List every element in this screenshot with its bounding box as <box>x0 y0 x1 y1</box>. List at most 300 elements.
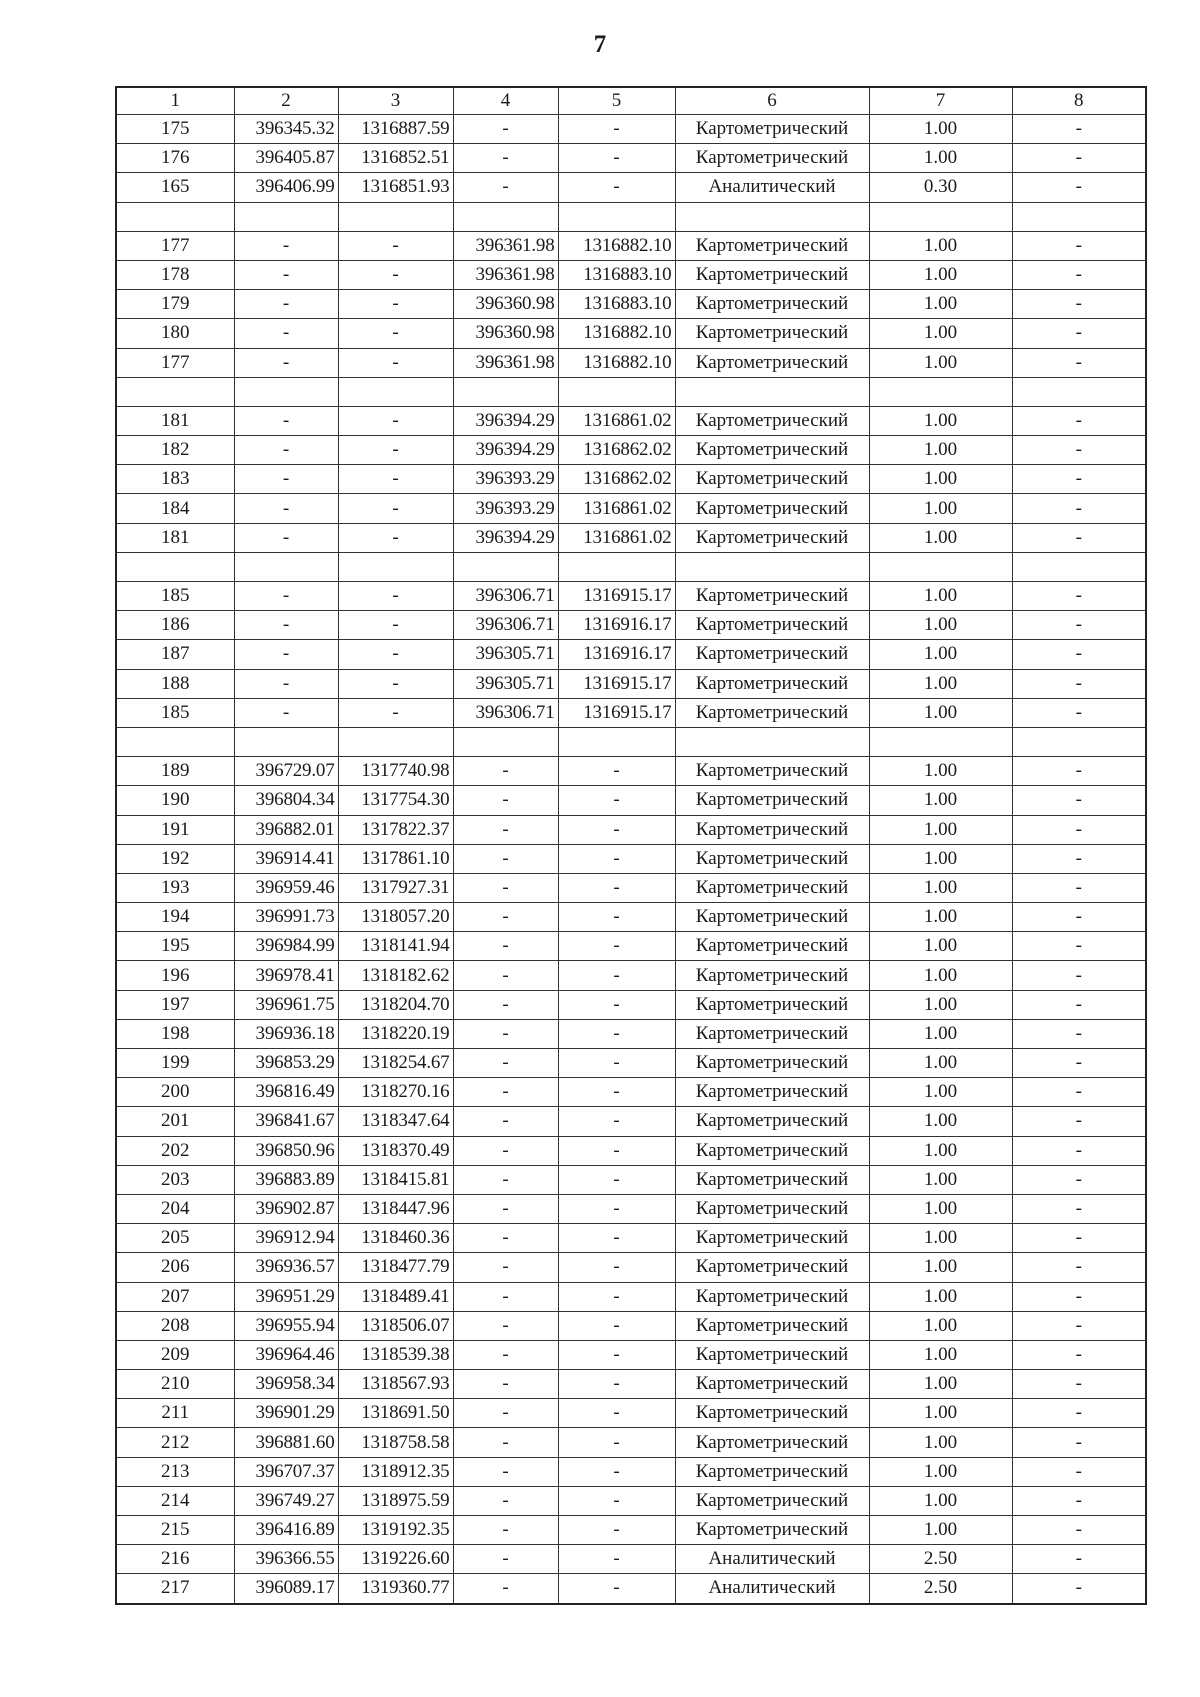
cell-method <box>675 727 869 756</box>
cell-y-new: - <box>558 144 675 173</box>
cell-note: - <box>1012 1253 1146 1282</box>
cell-method: Картометрический <box>675 290 869 319</box>
column-header-note: 8 <box>1012 87 1146 115</box>
cell-method: Картометрический <box>675 1019 869 1048</box>
cell-y-existing: 1318347.64 <box>338 1107 453 1136</box>
cell-y-existing: - <box>338 260 453 289</box>
cell-x-new: - <box>453 932 558 961</box>
cell-note: - <box>1012 319 1146 348</box>
cell-x-new: 396393.29 <box>453 494 558 523</box>
cell-x-new: 396361.98 <box>453 348 558 377</box>
cell-y-existing: 1317740.98 <box>338 757 453 786</box>
cell-x-existing: 396405.87 <box>234 144 338 173</box>
cell-x-new: 396361.98 <box>453 260 558 289</box>
cell-y-new: - <box>558 1574 675 1604</box>
cell-method: Аналитический <box>675 1545 869 1574</box>
table-row <box>116 1194 1146 1223</box>
cell-note: - <box>1012 961 1146 990</box>
cell-point-number: 203 <box>116 1165 234 1194</box>
cell-x-existing: - <box>234 698 338 727</box>
cell-note: - <box>1012 523 1146 552</box>
cell-point-number <box>116 727 234 756</box>
cell-point-number: 190 <box>116 786 234 815</box>
cell-y-new <box>558 727 675 756</box>
cell-x-existing: 396964.46 <box>234 1340 338 1369</box>
cell-x-existing: 396951.29 <box>234 1282 338 1311</box>
cell-y-new: 1316915.17 <box>558 582 675 611</box>
cell-x-existing: 396816.49 <box>234 1078 338 1107</box>
cell-accuracy: 1.00 <box>869 1165 1012 1194</box>
cell-point-number: 165 <box>116 173 234 202</box>
cell-point-number: 214 <box>116 1486 234 1515</box>
table-row <box>116 494 1146 523</box>
cell-method: Картометрический <box>675 1428 869 1457</box>
cell-x-existing: 396089.17 <box>234 1574 338 1604</box>
cell-x-new: 396394.29 <box>453 523 558 552</box>
cell-note: - <box>1012 1370 1146 1399</box>
cell-method: Картометрический <box>675 1282 869 1311</box>
cell-accuracy: 1.00 <box>869 961 1012 990</box>
cell-x-new: - <box>453 1428 558 1457</box>
cell-accuracy: 1.00 <box>869 319 1012 348</box>
cell-point-number: 185 <box>116 582 234 611</box>
cell-method: Картометрический <box>675 815 869 844</box>
table-row <box>116 932 1146 961</box>
cell-note: - <box>1012 757 1146 786</box>
cell-x-existing: 396902.87 <box>234 1194 338 1223</box>
cell-note: - <box>1012 1282 1146 1311</box>
cell-method: Картометрический <box>675 1253 869 1282</box>
cell-note: - <box>1012 611 1146 640</box>
cell-accuracy: 1.00 <box>869 115 1012 144</box>
cell-note: - <box>1012 640 1146 669</box>
cell-x-new: 396360.98 <box>453 319 558 348</box>
cell-y-existing: 1318912.35 <box>338 1457 453 1486</box>
cell-note <box>1012 727 1146 756</box>
column-header-x-new: 4 <box>453 87 558 115</box>
cell-x-existing <box>234 377 338 406</box>
cell-point-number: 181 <box>116 523 234 552</box>
column-header-y-existing: 3 <box>338 87 453 115</box>
cell-method: Картометрический <box>675 990 869 1019</box>
cell-y-existing: - <box>338 494 453 523</box>
cell-x-existing: - <box>234 231 338 260</box>
cell-x-existing: 396729.07 <box>234 757 338 786</box>
cell-accuracy: 2.50 <box>869 1545 1012 1574</box>
cell-point-number: 180 <box>116 319 234 348</box>
cell-y-existing: 1317927.31 <box>338 873 453 902</box>
cell-note: - <box>1012 436 1146 465</box>
cell-y-new: 1316882.10 <box>558 319 675 348</box>
cell-note: - <box>1012 1311 1146 1340</box>
cell-y-new: - <box>558 1486 675 1515</box>
cell-y-existing: 1319360.77 <box>338 1574 453 1604</box>
cell-accuracy: 2.50 <box>869 1574 1012 1604</box>
cell-accuracy: 1.00 <box>869 1486 1012 1515</box>
cell-x-existing: 396707.37 <box>234 1457 338 1486</box>
cell-x-new: - <box>453 144 558 173</box>
cell-y-new: - <box>558 1516 675 1545</box>
cell-y-new: - <box>558 173 675 202</box>
cell-y-new: 1316882.10 <box>558 231 675 260</box>
cell-note: - <box>1012 815 1146 844</box>
cell-x-new: - <box>453 1574 558 1604</box>
cell-note: - <box>1012 582 1146 611</box>
cell-x-new <box>453 552 558 581</box>
cell-note: - <box>1012 1107 1146 1136</box>
cell-method: Картометрический <box>675 319 869 348</box>
table-row <box>116 1107 1146 1136</box>
cell-accuracy: 1.00 <box>869 757 1012 786</box>
table-body <box>116 87 1146 1604</box>
cell-accuracy: 1.00 <box>869 1224 1012 1253</box>
cell-point-number: 197 <box>116 990 234 1019</box>
cell-y-existing: 1318254.67 <box>338 1049 453 1078</box>
cell-accuracy: 1.00 <box>869 582 1012 611</box>
cell-x-existing: 396416.89 <box>234 1516 338 1545</box>
cell-y-new: - <box>558 1194 675 1223</box>
cell-note: - <box>1012 1428 1146 1457</box>
cell-y-new: 1316915.17 <box>558 669 675 698</box>
cell-y-new: 1316862.02 <box>558 436 675 465</box>
cell-accuracy: 1.00 <box>869 669 1012 698</box>
cell-y-new: - <box>558 1078 675 1107</box>
cell-point-number: 209 <box>116 1340 234 1369</box>
cell-y-existing: 1319226.60 <box>338 1545 453 1574</box>
cell-method: Картометрический <box>675 436 869 465</box>
cell-note: - <box>1012 844 1146 873</box>
cell-y-existing: 1318691.50 <box>338 1399 453 1428</box>
table-row <box>116 465 1146 494</box>
cell-method: Аналитический <box>675 1574 869 1604</box>
cell-y-existing: 1319192.35 <box>338 1516 453 1545</box>
cell-y-existing: 1318057.20 <box>338 903 453 932</box>
cell-y-existing: - <box>338 669 453 698</box>
cell-note: - <box>1012 348 1146 377</box>
cell-y-new: 1316916.17 <box>558 611 675 640</box>
cell-x-existing <box>234 552 338 581</box>
cell-accuracy: 1.00 <box>869 844 1012 873</box>
cell-note: - <box>1012 1574 1146 1604</box>
cell-accuracy: 1.00 <box>869 640 1012 669</box>
cell-accuracy: 1.00 <box>869 903 1012 932</box>
cell-point-number: 183 <box>116 465 234 494</box>
cell-x-new: 396361.98 <box>453 231 558 260</box>
cell-point-number: 194 <box>116 903 234 932</box>
cell-x-existing: 396853.29 <box>234 1049 338 1078</box>
table-row <box>116 844 1146 873</box>
cell-x-existing: 396901.29 <box>234 1399 338 1428</box>
cell-x-new: - <box>453 1399 558 1428</box>
cell-method: Картометрический <box>675 582 869 611</box>
cell-point-number: 192 <box>116 844 234 873</box>
cell-note: - <box>1012 115 1146 144</box>
coordinates-table <box>115 86 1147 1605</box>
cell-y-new: 1316882.10 <box>558 348 675 377</box>
cell-point-number: 193 <box>116 873 234 902</box>
cell-y-existing: 1318447.96 <box>338 1194 453 1223</box>
cell-y-existing: 1317754.30 <box>338 786 453 815</box>
cell-note: - <box>1012 1194 1146 1223</box>
cell-x-existing: 396955.94 <box>234 1311 338 1340</box>
table-separator-row <box>116 552 1146 581</box>
table-row <box>116 523 1146 552</box>
table-row <box>116 1428 1146 1457</box>
cell-point-number: 217 <box>116 1574 234 1604</box>
cell-point-number: 185 <box>116 698 234 727</box>
cell-note: - <box>1012 669 1146 698</box>
cell-y-existing: 1318477.79 <box>338 1253 453 1282</box>
table-header-row <box>116 87 1146 115</box>
cell-x-new: - <box>453 1253 558 1282</box>
cell-accuracy: 1.00 <box>869 406 1012 435</box>
cell-x-new: - <box>453 115 558 144</box>
cell-note: - <box>1012 1545 1146 1574</box>
table-row <box>116 640 1146 669</box>
cell-x-new: - <box>453 1311 558 1340</box>
cell-y-new: - <box>558 815 675 844</box>
cell-y-new: - <box>558 1049 675 1078</box>
cell-accuracy <box>869 202 1012 231</box>
cell-y-new: - <box>558 1282 675 1311</box>
cell-y-new: - <box>558 115 675 144</box>
table-row <box>116 873 1146 902</box>
cell-note: - <box>1012 1516 1146 1545</box>
cell-accuracy: 1.00 <box>869 494 1012 523</box>
cell-y-existing: 1318415.81 <box>338 1165 453 1194</box>
cell-y-new: - <box>558 1019 675 1048</box>
cell-method: Картометрический <box>675 873 869 902</box>
table-row <box>116 1253 1146 1282</box>
cell-y-existing: 1318220.19 <box>338 1019 453 1048</box>
cell-accuracy: 1.00 <box>869 1282 1012 1311</box>
cell-y-existing: 1317822.37 <box>338 815 453 844</box>
table-row <box>116 1399 1146 1428</box>
cell-y-new: 1316861.02 <box>558 523 675 552</box>
cell-accuracy: 1.00 <box>869 1457 1012 1486</box>
cell-point-number: 213 <box>116 1457 234 1486</box>
cell-accuracy: 1.00 <box>869 990 1012 1019</box>
cell-x-new: 396305.71 <box>453 669 558 698</box>
cell-accuracy: 1.00 <box>869 1370 1012 1399</box>
cell-x-new: - <box>453 786 558 815</box>
cell-x-new: - <box>453 961 558 990</box>
cell-y-new: 1316861.02 <box>558 406 675 435</box>
table-row <box>116 786 1146 815</box>
cell-note: - <box>1012 1019 1146 1048</box>
cell-y-new: - <box>558 1165 675 1194</box>
cell-method: Картометрический <box>675 844 869 873</box>
cell-x-new: - <box>453 903 558 932</box>
cell-accuracy: 1.00 <box>869 523 1012 552</box>
table-row <box>116 406 1146 435</box>
table-row <box>116 1078 1146 1107</box>
cell-method: Картометрический <box>675 1136 869 1165</box>
cell-x-new: 396394.29 <box>453 406 558 435</box>
cell-point-number: 216 <box>116 1545 234 1574</box>
cell-note: - <box>1012 932 1146 961</box>
cell-x-new: 396305.71 <box>453 640 558 669</box>
cell-accuracy: 1.00 <box>869 1136 1012 1165</box>
cell-method: Картометрический <box>675 1340 869 1369</box>
cell-note: - <box>1012 144 1146 173</box>
cell-method: Картометрический <box>675 1457 869 1486</box>
cell-x-new: - <box>453 173 558 202</box>
column-header-accuracy: 7 <box>869 87 1012 115</box>
cell-y-new: - <box>558 873 675 902</box>
cell-accuracy: 1.00 <box>869 1019 1012 1048</box>
cell-method: Картометрический <box>675 144 869 173</box>
cell-point-number: 177 <box>116 231 234 260</box>
cell-y-existing: - <box>338 698 453 727</box>
cell-point-number: 191 <box>116 815 234 844</box>
cell-y-existing: 1318460.36 <box>338 1224 453 1253</box>
cell-y-new: - <box>558 1107 675 1136</box>
table-row <box>116 144 1146 173</box>
cell-point-number: 200 <box>116 1078 234 1107</box>
cell-point-number: 177 <box>116 348 234 377</box>
table-row <box>116 669 1146 698</box>
table-row <box>116 436 1146 465</box>
cell-note: - <box>1012 1165 1146 1194</box>
cell-point-number: 215 <box>116 1516 234 1545</box>
cell-method: Картометрический <box>675 1370 869 1399</box>
cell-y-existing <box>338 727 453 756</box>
cell-x-existing: 396961.75 <box>234 990 338 1019</box>
cell-method: Аналитический <box>675 173 869 202</box>
table-row <box>116 815 1146 844</box>
cell-y-new: 1316883.10 <box>558 260 675 289</box>
cell-x-existing: - <box>234 611 338 640</box>
cell-y-new: - <box>558 932 675 961</box>
cell-y-existing: 1318182.62 <box>338 961 453 990</box>
cell-y-existing: - <box>338 611 453 640</box>
cell-method: Картометрический <box>675 1516 869 1545</box>
cell-x-new: - <box>453 1019 558 1048</box>
cell-point-number: 211 <box>116 1399 234 1428</box>
cell-method: Картометрический <box>675 757 869 786</box>
cell-point-number: 210 <box>116 1370 234 1399</box>
cell-x-existing: 396959.46 <box>234 873 338 902</box>
cell-point-number: 204 <box>116 1194 234 1223</box>
cell-x-new: - <box>453 1194 558 1223</box>
cell-accuracy: 1.00 <box>869 144 1012 173</box>
cell-x-existing: 396345.32 <box>234 115 338 144</box>
column-header-method: 6 <box>675 87 869 115</box>
table-row <box>116 1486 1146 1515</box>
cell-y-new: - <box>558 1253 675 1282</box>
cell-note <box>1012 202 1146 231</box>
cell-x-new: - <box>453 1486 558 1515</box>
table-row <box>116 1457 1146 1486</box>
cell-y-new: - <box>558 1370 675 1399</box>
table-row <box>116 1311 1146 1340</box>
cell-note: - <box>1012 231 1146 260</box>
cell-y-new: - <box>558 1428 675 1457</box>
cell-note: - <box>1012 873 1146 902</box>
cell-point-number: 179 <box>116 290 234 319</box>
cell-note <box>1012 552 1146 581</box>
cell-x-new <box>453 202 558 231</box>
cell-x-existing: 396958.34 <box>234 1370 338 1399</box>
cell-method: Картометрический <box>675 961 869 990</box>
cell-method: Картометрический <box>675 1165 869 1194</box>
cell-x-existing: - <box>234 640 338 669</box>
cell-y-existing: - <box>338 290 453 319</box>
cell-note: - <box>1012 1224 1146 1253</box>
cell-x-new <box>453 727 558 756</box>
cell-x-existing: - <box>234 669 338 698</box>
cell-y-existing: - <box>338 465 453 494</box>
cell-accuracy: 1.00 <box>869 1107 1012 1136</box>
cell-point-number: 181 <box>116 406 234 435</box>
table-row <box>116 611 1146 640</box>
cell-point-number <box>116 552 234 581</box>
cell-y-existing: 1316887.59 <box>338 115 453 144</box>
cell-x-existing: 396841.67 <box>234 1107 338 1136</box>
cell-x-new: 396306.71 <box>453 611 558 640</box>
table-row <box>116 173 1146 202</box>
cell-point-number: 207 <box>116 1282 234 1311</box>
cell-method <box>675 552 869 581</box>
cell-accuracy: 1.00 <box>869 1049 1012 1078</box>
cell-y-new: 1316883.10 <box>558 290 675 319</box>
cell-method: Картометрический <box>675 348 869 377</box>
table-row <box>116 1049 1146 1078</box>
cell-y-new <box>558 202 675 231</box>
cell-x-new: - <box>453 990 558 1019</box>
cell-note: - <box>1012 1078 1146 1107</box>
cell-y-existing: 1318506.07 <box>338 1311 453 1340</box>
cell-accuracy: 1.00 <box>869 1253 1012 1282</box>
cell-accuracy: 1.00 <box>869 348 1012 377</box>
cell-x-new: - <box>453 1078 558 1107</box>
table-row <box>116 961 1146 990</box>
cell-note: - <box>1012 1136 1146 1165</box>
cell-accuracy <box>869 377 1012 406</box>
cell-accuracy: 1.00 <box>869 260 1012 289</box>
cell-x-new: - <box>453 844 558 873</box>
table-row <box>116 903 1146 932</box>
cell-point-number: 206 <box>116 1253 234 1282</box>
cell-y-new: - <box>558 757 675 786</box>
cell-x-existing: - <box>234 523 338 552</box>
cell-x-new: - <box>453 815 558 844</box>
page-number: 7 <box>593 31 607 58</box>
cell-x-new: - <box>453 1545 558 1574</box>
cell-note: - <box>1012 1457 1146 1486</box>
table-separator-row <box>116 202 1146 231</box>
cell-accuracy: 1.00 <box>869 231 1012 260</box>
cell-method: Картометрический <box>675 1078 869 1107</box>
cell-point-number <box>116 377 234 406</box>
cell-point-number: 208 <box>116 1311 234 1340</box>
cell-method: Картометрический <box>675 1049 869 1078</box>
cell-y-existing: - <box>338 582 453 611</box>
cell-x-existing: - <box>234 406 338 435</box>
cell-x-new: - <box>453 757 558 786</box>
cell-note: - <box>1012 1486 1146 1515</box>
table-row <box>116 1370 1146 1399</box>
cell-point-number: 182 <box>116 436 234 465</box>
cell-x-new: - <box>453 1136 558 1165</box>
cell-y-new <box>558 552 675 581</box>
cell-point-number: 189 <box>116 757 234 786</box>
table-row <box>116 757 1146 786</box>
cell-method <box>675 202 869 231</box>
table-row <box>116 1136 1146 1165</box>
cell-y-existing: - <box>338 348 453 377</box>
